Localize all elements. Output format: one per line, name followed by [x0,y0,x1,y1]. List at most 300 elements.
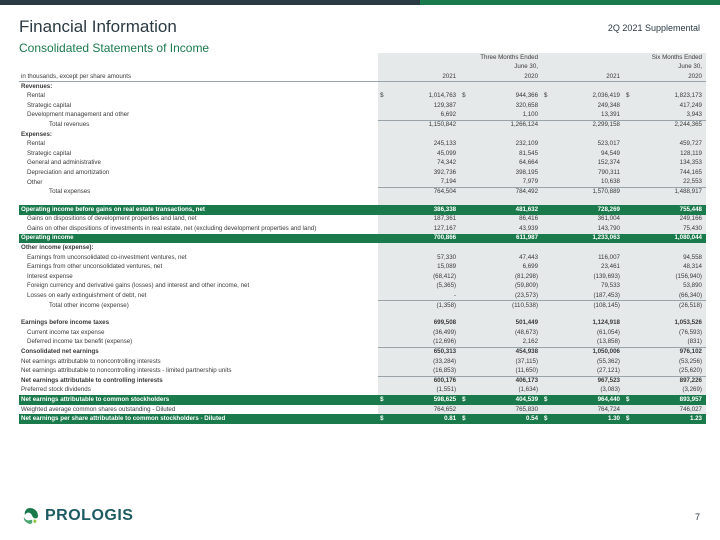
cell-value: 1,014,763 [392,91,460,101]
currency-symbol [542,178,556,188]
cell-value: 1,050,006 [556,347,624,357]
cell-value: 187,361 [392,215,460,225]
currency-symbol: $ [378,91,392,101]
currency-symbol [624,111,638,121]
row-label: Depreciation and amortization [27,168,110,176]
cell-value: (16,853) [392,366,460,376]
income-statement-table [19,53,706,424]
row-label: Development management and other [27,111,130,119]
cell-value: (27,121) [556,366,624,376]
cell-value: 893,957 [638,395,706,405]
cell-value: 1,053,526 [638,318,706,328]
cell-value: 86,416 [474,215,542,225]
top-accent-bar [0,0,720,5]
currency-symbol [460,149,474,159]
cell-value: 7,194 [392,178,460,188]
cell-value: 2,036,419 [556,91,624,101]
currency-symbol [624,272,638,282]
currency-symbol [624,405,638,415]
three-months-header: Three Months Ended [474,53,542,63]
currency-symbol [542,82,556,92]
cell-value: 459,727 [638,139,706,149]
cell-value [556,243,624,253]
spacer-row [19,197,706,205]
year-header: 2020 [474,72,542,82]
cell-value: (1,358) [392,301,460,311]
cell-value: 249,166 [638,215,706,225]
prologis-logo [20,506,133,526]
cell-value: 1,080,044 [638,234,706,244]
cell-value: 2,244,365 [638,120,706,130]
cell-value: 2,162 [474,338,542,348]
table-row [19,178,706,188]
table-row [19,159,706,169]
row-label: Net earnings attributable to noncontrolling interests - limited partnership units [21,367,232,375]
currency-symbol [378,366,392,376]
cell-value: 600,176 [392,376,460,386]
row-label: Weighted average common shares outstanding - Diluted [21,405,176,413]
table-row [19,414,706,424]
currency-symbol [460,282,474,292]
cell-value: 64,664 [474,159,542,169]
cell-value [392,243,460,253]
cell-value: 967,523 [556,376,624,386]
row-label [19,310,378,318]
currency-symbol [542,120,556,130]
currency-symbol [460,357,474,367]
row-label: Rental [27,92,45,100]
cell-value [392,197,460,205]
cell-value [556,130,624,140]
cell-value: 43,939 [474,224,542,234]
cell-value: 398,195 [474,168,542,178]
currency-symbol [624,253,638,263]
currency-symbol [378,386,392,396]
cell-value: 47,443 [474,253,542,263]
cell-value: 48,314 [638,262,706,272]
table-row [19,243,706,253]
currency-symbol [542,318,556,328]
currency-symbol: $ [624,414,638,424]
currency-symbol [460,139,474,149]
currency-symbol [378,215,392,225]
year-header: 2021 [392,72,460,82]
currency-symbol [378,376,392,386]
currency-symbol [378,357,392,367]
currency-symbol [542,187,556,197]
cell-value: 1,150,842 [392,120,460,130]
currency-symbol [542,159,556,169]
currency-symbol [460,168,474,178]
cell-value [474,243,542,253]
cell-value: 1,823,173 [638,91,706,101]
table-row [19,215,706,225]
cell-value: 13,391 [556,111,624,121]
six-months-header: Six Months Ended [638,53,706,63]
top-bar-green-segment [420,0,720,5]
table-row [19,262,706,272]
row-label: Net earnings attributable to common stockholders [19,395,378,405]
currency-symbol [460,120,474,130]
currency-symbol [460,405,474,415]
table-row [19,253,706,263]
cell-value: 700,866 [392,234,460,244]
cell-value: (110,538) [474,301,542,311]
cell-value: 79,533 [556,282,624,292]
table-row [19,395,706,405]
cell-value: 976,102 [638,347,706,357]
cell-value: 128,119 [638,149,706,159]
currency-symbol [460,159,474,169]
cell-value: 1,488,917 [638,187,706,197]
currency-symbol [378,328,392,338]
currency-symbol [624,234,638,244]
cell-value [392,130,460,140]
currency-symbol [460,301,474,311]
cell-value: 501,449 [474,318,542,328]
cell-value: 57,330 [392,253,460,263]
currency-symbol [624,318,638,328]
table-row [19,347,706,357]
currency-symbol [378,224,392,234]
cell-value: 755,448 [638,205,706,215]
six-months-date: June 30, [638,63,706,73]
currency-symbol [542,168,556,178]
row-label: Total other income (expense) [49,301,129,309]
currency-symbol [624,224,638,234]
cell-value: - [392,291,460,301]
currency-symbol [460,366,474,376]
currency-symbol [542,253,556,263]
cell-value: (66,340) [638,291,706,301]
cell-value: 454,938 [474,347,542,357]
three-months-date: June 30, [474,63,542,73]
cell-value: 481,632 [474,205,542,215]
cell-value: (831) [638,338,706,348]
cell-value: (81,298) [474,272,542,282]
cell-value: (59,809) [474,282,542,292]
cell-value: (61,054) [556,328,624,338]
currency-symbol [542,347,556,357]
currency-symbol [542,376,556,386]
cell-value: (13,858) [556,338,624,348]
currency-symbol [378,168,392,178]
cell-value: (23,573) [474,291,542,301]
cell-value: 143,790 [556,224,624,234]
cell-value: (53,256) [638,357,706,367]
cell-value: 790,311 [556,168,624,178]
currency-symbol [460,386,474,396]
currency-symbol: $ [378,395,392,405]
currency-symbol [542,197,556,205]
cell-value [556,197,624,205]
year-header: 2021 [556,72,624,82]
cell-value: (36,499) [392,328,460,338]
currency-symbol [378,111,392,121]
table-row [19,101,706,111]
currency-symbol [460,338,474,348]
cell-value: (25,620) [638,366,706,376]
cell-value: 0.54 [474,414,542,424]
table-row [19,301,706,311]
cell-value [638,82,706,92]
cell-value: 746,027 [638,405,706,415]
page-title: Financial Information [19,17,177,36]
cell-value [556,82,624,92]
currency-symbol [460,253,474,263]
currency-symbol [542,130,556,140]
currency-symbol [542,224,556,234]
cell-value: 152,374 [556,159,624,169]
currency-symbol: $ [542,414,556,424]
cell-value: 1,266,124 [474,120,542,130]
currency-symbol [460,215,474,225]
currency-symbol [624,187,638,197]
page-subtitle: Consolidated Statements of Income [19,41,210,55]
cell-value: 15,089 [392,262,460,272]
table-row [19,234,706,244]
currency-symbol [460,243,474,253]
currency-symbol [542,366,556,376]
currency-symbol [542,386,556,396]
currency-symbol [624,301,638,311]
currency-symbol [378,82,392,92]
currency-symbol [460,101,474,111]
cell-value: (37,115) [474,357,542,367]
currency-symbol [460,224,474,234]
year-header: 2020 [638,72,706,82]
currency-symbol [542,301,556,311]
currency-symbol: $ [542,91,556,101]
cell-value: 3,943 [638,111,706,121]
table-row [19,149,706,159]
table-row [19,82,706,92]
row-label: Deferred income tax benefit (expense) [27,338,133,346]
currency-symbol [378,282,392,292]
currency-symbol: $ [460,395,474,405]
cell-value: 523,017 [556,139,624,149]
currency-symbol [378,310,392,318]
cell-value [474,310,542,318]
spacer-row [19,310,706,318]
table-row [19,366,706,376]
row-label: Other income (expense): [21,244,94,252]
table-row [19,130,706,140]
currency-symbol [460,130,474,140]
cell-value: 650,313 [392,347,460,357]
cell-value: 94,549 [556,149,624,159]
cell-value: (3,083) [556,386,624,396]
table-year-header-row [19,72,706,82]
currency-symbol: $ [460,91,474,101]
currency-symbol [542,272,556,282]
cell-value: 406,173 [474,376,542,386]
currency-symbol [542,101,556,111]
currency-symbol [624,130,638,140]
currency-symbol [378,405,392,415]
currency-symbol [378,301,392,311]
currency-symbol [460,272,474,282]
currency-symbol [542,282,556,292]
row-label: Expenses: [21,130,52,138]
currency-symbol [460,376,474,386]
row-label: Net earnings attributable to noncontrolling interests [21,357,161,365]
row-label: Earnings before income taxes [21,319,110,327]
cell-value: 2,299,158 [556,120,624,130]
cell-value [474,82,542,92]
table-row [19,111,706,121]
currency-symbol [378,262,392,272]
row-label: Preferred stock dividends [21,386,91,394]
currency-symbol [624,243,638,253]
currency-symbol [460,347,474,357]
cell-value: 129,387 [392,101,460,111]
cell-value [638,197,706,205]
currency-symbol [624,262,638,272]
page-number: 7 [694,512,700,522]
cell-value: 1,124,918 [556,318,624,328]
cell-value: 1,570,889 [556,187,624,197]
currency-symbol [460,82,474,92]
cell-value: (5,365) [392,282,460,292]
currency-symbol [624,139,638,149]
cell-value: 728,269 [556,205,624,215]
currency-symbol [460,234,474,244]
table-row [19,282,706,292]
currency-symbol [378,272,392,282]
row-label: Operating income [19,234,378,244]
cell-value: 134,353 [638,159,706,169]
currency-symbol [624,366,638,376]
currency-symbol [624,310,638,318]
currency-symbol [542,139,556,149]
currency-symbol [460,178,474,188]
row-label: Gains on other dispositions of investments in real estate, net (excluding development properties and land) [27,224,317,232]
cell-value: (139,693) [556,272,624,282]
currency-symbol [624,376,638,386]
cell-value: 784,492 [474,187,542,197]
row-label [19,197,378,205]
row-label: Foreign currency and derivative gains (losses) and interest and other income, net [27,282,250,290]
cell-value: (76,593) [638,328,706,338]
currency-symbol [378,197,392,205]
cell-value: 1.23 [638,414,706,424]
cell-value [638,310,706,318]
currency-symbol [378,338,392,348]
cell-value [556,310,624,318]
cell-value [638,130,706,140]
currency-symbol [460,187,474,197]
cell-value: 74,342 [392,159,460,169]
cell-value: (12,696) [392,338,460,348]
cell-value: 116,007 [556,253,624,263]
row-label: Consolidated net earnings [21,348,99,356]
row-label: Current income tax expense [27,328,105,336]
cell-value: 404,539 [474,395,542,405]
currency-symbol [624,357,638,367]
currency-symbol [460,205,474,215]
currency-symbol [542,205,556,215]
currency-symbol [542,328,556,338]
cell-value: 386,338 [392,205,460,215]
cell-value: (55,362) [556,357,624,367]
currency-symbol [378,205,392,215]
currency-symbol [542,291,556,301]
row-label: Strategic capital [27,101,72,109]
cell-value: (187,453) [556,291,624,301]
currency-symbol [378,101,392,111]
currency-symbol [624,338,638,348]
currency-symbol [624,149,638,159]
cell-value: (3,269) [638,386,706,396]
currency-symbol [542,234,556,244]
row-label: Earnings from other unconsolidated ventures, net [27,263,163,271]
currency-symbol [378,178,392,188]
cell-value: 10,638 [556,178,624,188]
cell-value: 232,109 [474,139,542,149]
row-label: Gains on dispositions of development properties and land, net [27,215,197,223]
brand-wordmark: PROLOGIS [45,507,134,524]
cell-value: 611,987 [474,234,542,244]
currency-symbol [542,338,556,348]
currency-symbol [378,253,392,263]
currency-symbol [460,291,474,301]
currency-symbol: $ [624,91,638,101]
currency-symbol: $ [378,414,392,424]
currency-symbol [460,111,474,121]
currency-symbol [624,291,638,301]
currency-symbol [378,139,392,149]
cell-value: 764,724 [556,405,624,415]
row-label: Total revenues [49,120,90,128]
row-label: Rental [27,140,45,148]
currency-symbol [378,130,392,140]
currency-symbol [542,310,556,318]
cell-value: 320,658 [474,101,542,111]
currency-symbol [624,120,638,130]
table-row [19,224,706,234]
table-row [19,91,706,101]
currency-symbol [624,205,638,215]
currency-symbol [624,178,638,188]
currency-symbol [542,243,556,253]
currency-symbol [378,149,392,159]
table-row [19,120,706,130]
currency-symbol [378,120,392,130]
currency-symbol [624,386,638,396]
cell-value [392,82,460,92]
table-row [19,168,706,178]
cell-value: 897,226 [638,376,706,386]
cell-value: (156,940) [638,272,706,282]
cell-value: 81,545 [474,149,542,159]
cell-value: 598,625 [392,395,460,405]
cell-value: 392,736 [392,168,460,178]
row-label: Net earnings attributable to controlling interests [21,376,163,384]
cell-value: 1.30 [556,414,624,424]
cell-value: 0.81 [392,414,460,424]
row-label: Interest expense [27,272,73,280]
currency-symbol [624,82,638,92]
cell-value: 22,553 [638,178,706,188]
table-row [19,328,706,338]
currency-symbol [624,347,638,357]
table-row [19,386,706,396]
cell-value: 764,652 [392,405,460,415]
cell-value: (1,551) [392,386,460,396]
table-row [19,318,706,328]
cell-value: 7,979 [474,178,542,188]
